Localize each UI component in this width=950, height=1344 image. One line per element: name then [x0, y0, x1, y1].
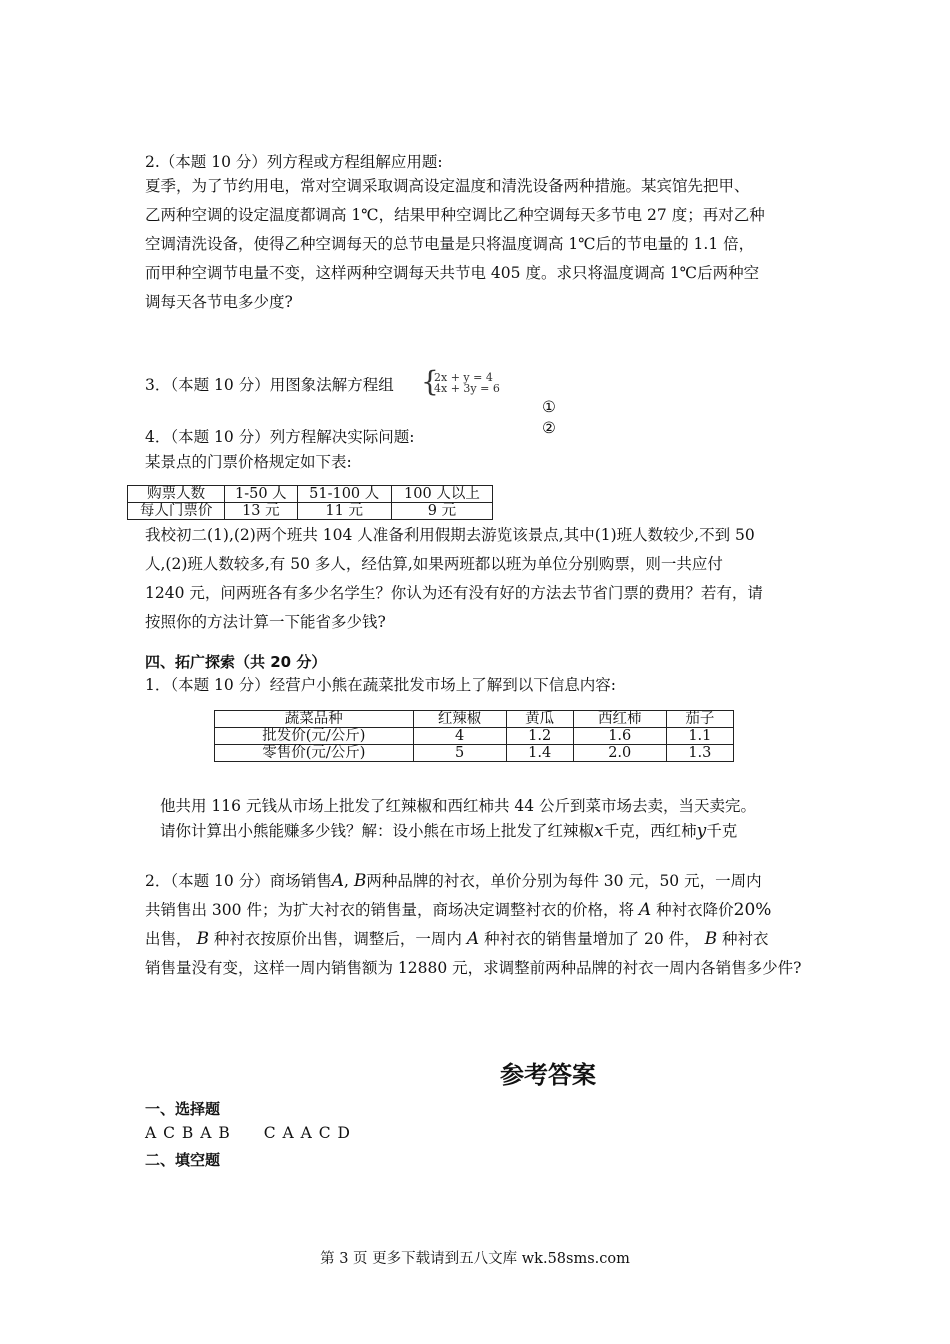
page-footer: 第 3 页 更多下载请到五八文库 wk.58sms.com	[320, 1251, 630, 1267]
section4-q2-line-2	[145, 896, 801, 925]
table-cell: 100 人以上	[391, 486, 492, 503]
equation-1: 2x + y = 4	[434, 371, 493, 384]
table-cell: 5	[413, 745, 506, 762]
variable-b: B	[704, 929, 718, 949]
text-segment: 种衬衣	[722, 930, 769, 948]
table-cell: 蔬菜品种	[215, 711, 414, 728]
variable-y: y	[696, 821, 707, 841]
table-cell: 51-100 人	[297, 486, 391, 503]
table-cell: 1.1	[666, 728, 733, 745]
section4-q1-line-2	[160, 821, 737, 841]
variable-a: A	[466, 929, 480, 949]
section4-q1-line-1: 他共用 116 元钱从市场上批发了红辣椒和西红柿共 44 公斤到菜市场去卖，当天卖完。	[160, 797, 757, 815]
text-segment: 请你计算出小熊能赚多少钱？解：设小熊在市场上批发了红辣椒	[160, 822, 595, 840]
text-segment: 千克，西红柿	[603, 822, 697, 840]
q2-line-3: 空调清洗设备，使得乙种空调每天的总节电量是只将温度调高 1℃后的节电量的 1.1 倍，	[145, 235, 755, 253]
section4-q2-line-3	[145, 925, 801, 954]
table-row	[215, 728, 734, 745]
table-cell: 1-50 人	[225, 486, 297, 503]
table-cell: 1.2	[506, 728, 573, 745]
equation-mark-2: ②	[542, 419, 556, 437]
text-segment: 两种品牌的衬衣，单价分别为每件 30 元，50 元，一周内	[366, 872, 762, 890]
q2-line-5: 调每天各节电多少度?	[145, 293, 293, 311]
table-row	[128, 486, 493, 503]
system-brace: {	[421, 365, 439, 398]
q4-heading: 4．（本题 10 分）列方程解决实际问题:	[145, 428, 415, 446]
table-cell: 茄子	[666, 711, 733, 728]
text-segment: 千克	[706, 822, 738, 840]
variable-b: B	[196, 929, 209, 949]
table-cell: 4	[413, 728, 506, 745]
ticket-price-table	[127, 485, 493, 520]
table-cell: 批发价(元/公斤)	[215, 728, 414, 745]
answers-section-1: 一、选择题	[145, 1100, 221, 1118]
table-row	[215, 745, 734, 762]
table-cell: 零售价(元/公斤)	[215, 745, 414, 762]
section4-q2-line-1	[145, 867, 801, 896]
text-segment: 种衬衣降价	[656, 901, 734, 919]
q2-line-2: 乙两种空调的设定温度都调高 1℃，结果甲种空调比乙种空调每天多节电 27 度；再对乙种	[145, 206, 765, 224]
text-segment: 2．（本题 10 分）商场销售	[145, 872, 332, 890]
q2-line-4: 而甲种空调节电量不变，这样两种空调每天共节电 405 度。求只将温度调高 1℃后两种空	[145, 264, 760, 282]
table-cell: 1.4	[506, 745, 573, 762]
table-cell: 1.6	[573, 728, 666, 745]
table-row	[215, 711, 734, 728]
percent-value: 20%	[733, 900, 772, 920]
table-cell: 1.3	[666, 745, 733, 762]
vegetable-price-table	[214, 710, 734, 762]
text-segment: 种衬衣按原价出售，调整后，一周内	[213, 930, 462, 948]
equation-2: 4x + 3y = 6	[434, 382, 500, 395]
table-cell: 红辣椒	[413, 711, 506, 728]
table-cell: 西红柿	[573, 711, 666, 728]
text-segment: ,	[343, 872, 349, 890]
section4-q2-line-4: 销售量没有变，这样一周内销售额为 12880 元，求调整前两种品牌的衬衣一周内各销售多少件?	[145, 959, 802, 977]
variable-a: A	[638, 900, 652, 920]
q2-body	[145, 172, 765, 317]
table-cell: 9 元	[391, 503, 492, 520]
q2-line-1: 夏季，为了节约用电，常对空调采取调高设定温度和清洗设备两种措施。某宾馆先把甲、	[145, 177, 750, 195]
table-cell: 11 元	[297, 503, 391, 520]
table-cell: 2.0	[573, 745, 666, 762]
answers-title: 参考答案	[500, 1061, 596, 1089]
q4-line-2: 人,(2)班人数较多,有 50 多人，经估算,如果两班都以班为单位分别购票，则一共应付	[145, 555, 723, 573]
section4-q2-body	[145, 867, 801, 983]
section4-q1-heading: 1．（本题 10 分）经营户小熊在蔬菜批发市场上了解到以下信息内容:	[145, 676, 616, 694]
text-segment: 共销售出 300 件；为扩大衬衣的销售量，商场决定调整衬衣的价格，将	[145, 901, 634, 919]
q4-line-4: 按照你的方法计算一下能省多少钱?	[145, 613, 386, 631]
equation-mark-1: ①	[542, 398, 556, 416]
table-row	[128, 503, 493, 520]
text-segment: 出售，	[145, 930, 192, 948]
answers-choices: A C B A B C A A C D	[145, 1124, 351, 1142]
table-cell: 黄瓜	[506, 711, 573, 728]
table-cell: 13 元	[225, 503, 297, 520]
q3-text: 3．（本题 10 分）用图象法解方程组	[145, 376, 394, 394]
variable-x: x	[594, 821, 604, 841]
table-cell: 购票人数	[128, 486, 225, 503]
table-cell: 每人门票价	[128, 503, 225, 520]
answers-section-2: 二、填空题	[145, 1151, 221, 1169]
q2-heading: 2.（本题 10 分）列方程或方程组解应用题:	[145, 153, 443, 171]
text-segment: 种衬衣的销售量增加了 20 件，	[484, 930, 700, 948]
q4-intro: 某景点的门票价格规定如下表:	[145, 453, 352, 471]
variable-b: B	[353, 871, 367, 891]
q4-body	[145, 521, 763, 637]
variable-a: A	[331, 871, 344, 891]
q4-line-3: 1240 元，问两班各有多少名学生？你认为还有没有好的方法去节省门票的费用？若有，请	[145, 584, 763, 602]
section-4-heading: 四、拓广探索（共 20 分）	[145, 653, 327, 671]
q4-line-1: 我校初二(1),(2)两个班共 104 人准备利用假期去游览该景点,其中(1)班人数较少,不到 50	[145, 526, 755, 544]
